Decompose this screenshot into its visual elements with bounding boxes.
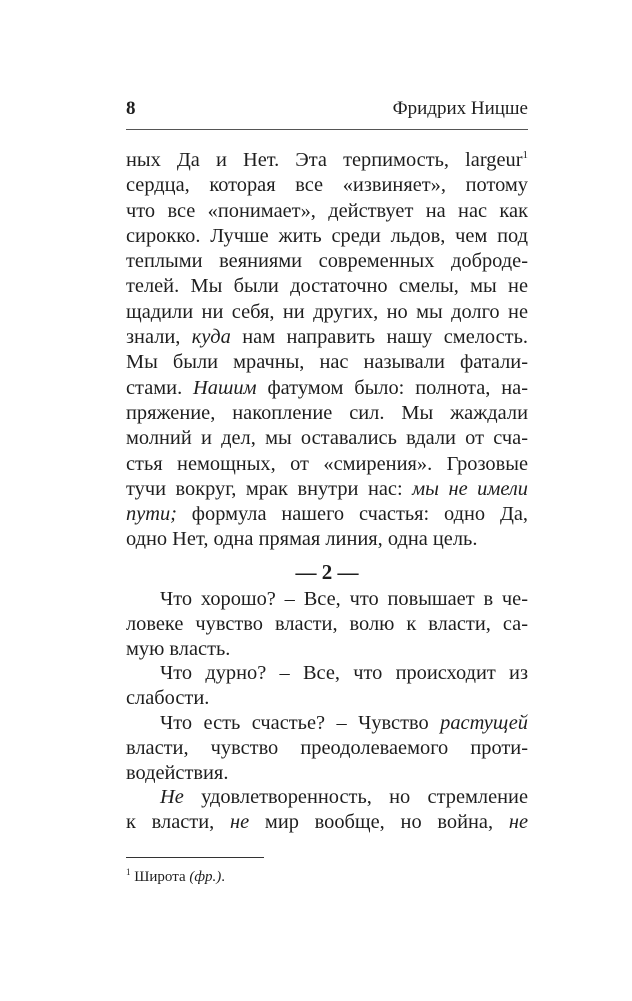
- italic-text: растущей: [440, 711, 528, 734]
- text-segment: слабости.: [126, 687, 210, 710]
- section-heading: — 2 —: [295, 560, 359, 584]
- text-line: [126, 350, 528, 375]
- text-line: [126, 300, 528, 325]
- text-line: [126, 686, 528, 711]
- text-segment: Что хорошо? – Все, что повышает в че-: [160, 588, 528, 610]
- text-segment: фатумом было: полнота, на-: [256, 376, 528, 399]
- text-line: [126, 452, 528, 477]
- text-line: [126, 148, 528, 173]
- text-line: [126, 637, 528, 662]
- text-segment: что все «понимает», действует на нас как: [126, 199, 528, 222]
- text-segment: телей. Мы были достаточно смелы, мы не: [126, 275, 528, 298]
- text-line: [126, 810, 528, 835]
- footnote-source: (фр.): [189, 869, 222, 885]
- text-line: [126, 376, 528, 401]
- text-segment: Что есть счастье? – Чувство: [160, 711, 441, 734]
- footnote-rule: [126, 857, 264, 858]
- body-text-section-1: [126, 148, 528, 553]
- text-segment: молний и дел, мы оставались вдали от сча-: [126, 427, 528, 450]
- footnote-text: Широта: [134, 869, 190, 885]
- text-segment: стья немощных, от «смирения». Грозовые: [126, 452, 528, 475]
- header-rule: [126, 129, 528, 130]
- text-segment: мую власть.: [126, 637, 231, 660]
- text-line: [126, 661, 528, 686]
- italic-text: не: [508, 811, 528, 834]
- text-line: [126, 785, 528, 810]
- text-segment: власти, чувство преодолеваемого проти-: [126, 736, 528, 759]
- text-line: [126, 173, 528, 198]
- text-segment: нам направить нашу смелость.: [230, 326, 528, 349]
- text-line: [126, 502, 528, 527]
- text-line: [126, 612, 528, 637]
- body-text-section-2: [126, 587, 528, 835]
- text-line: [126, 325, 528, 350]
- text-segment: ных Да и Нет. Эта терпимость, largeur: [126, 149, 523, 171]
- footnote-end: .: [221, 869, 225, 885]
- text-segment: одно Нет, одна прямая линия, одна цель.: [126, 528, 478, 551]
- text-line: [126, 274, 528, 299]
- footnote-mark: 1: [126, 867, 131, 877]
- italic-text: не: [229, 811, 250, 834]
- text-line: [126, 199, 528, 224]
- text-segment: стами.: [126, 376, 194, 399]
- text-segment: знали,: [126, 326, 192, 349]
- text-segment: теплыми веяниями современных доброде-: [126, 250, 528, 273]
- text-line: [126, 711, 528, 736]
- text-line: [126, 224, 528, 249]
- text-segment: Что дурно? – Все, что происходит из: [160, 662, 528, 685]
- italic-text: мы не имели: [412, 477, 528, 500]
- text-segment: пряжение, накопление сил. Мы жаждали: [126, 401, 528, 424]
- text-line: [126, 249, 528, 274]
- italic-text: куда: [191, 326, 231, 349]
- text-segment: щадили ни себя, ни других, но мы долго не: [126, 300, 528, 323]
- italic-text: Нашим: [193, 376, 257, 399]
- footnote: [126, 869, 225, 886]
- running-title-author: Фридрих Ницше: [392, 98, 528, 119]
- running-header: [126, 98, 528, 124]
- text-line: [126, 527, 528, 552]
- text-line: [126, 761, 528, 786]
- text-segment: ловеке чувство власти, волю к власти, са-: [126, 612, 528, 635]
- text-segment: сирокко. Лучше жить среди льдов, чем под: [126, 224, 528, 247]
- text-segment: формула нашего счастья: одно Да,: [176, 503, 528, 526]
- text-line: [126, 426, 528, 451]
- text-segment: Мы были мрачны, нас называли фатали-: [126, 351, 528, 374]
- italic-text: пути;: [126, 503, 177, 526]
- footnote-reference[interactable]: 1: [522, 149, 528, 161]
- text-segment: удовлетворенность, но стремление: [183, 786, 528, 809]
- page-number: 8: [126, 98, 136, 119]
- text-segment: тучи вокруг, мрак внутри нас:: [126, 477, 413, 500]
- italic-text: Не: [160, 786, 184, 809]
- text-line: [126, 477, 528, 502]
- text-segment: к власти,: [126, 811, 230, 834]
- text-line: [126, 736, 528, 761]
- text-segment: водействия.: [126, 761, 229, 784]
- text-line: [126, 401, 528, 426]
- text-segment: сердца, которая все «извиняет», потому: [126, 174, 528, 197]
- text-line: [126, 587, 528, 612]
- text-segment: мир вообще, но война,: [249, 811, 509, 834]
